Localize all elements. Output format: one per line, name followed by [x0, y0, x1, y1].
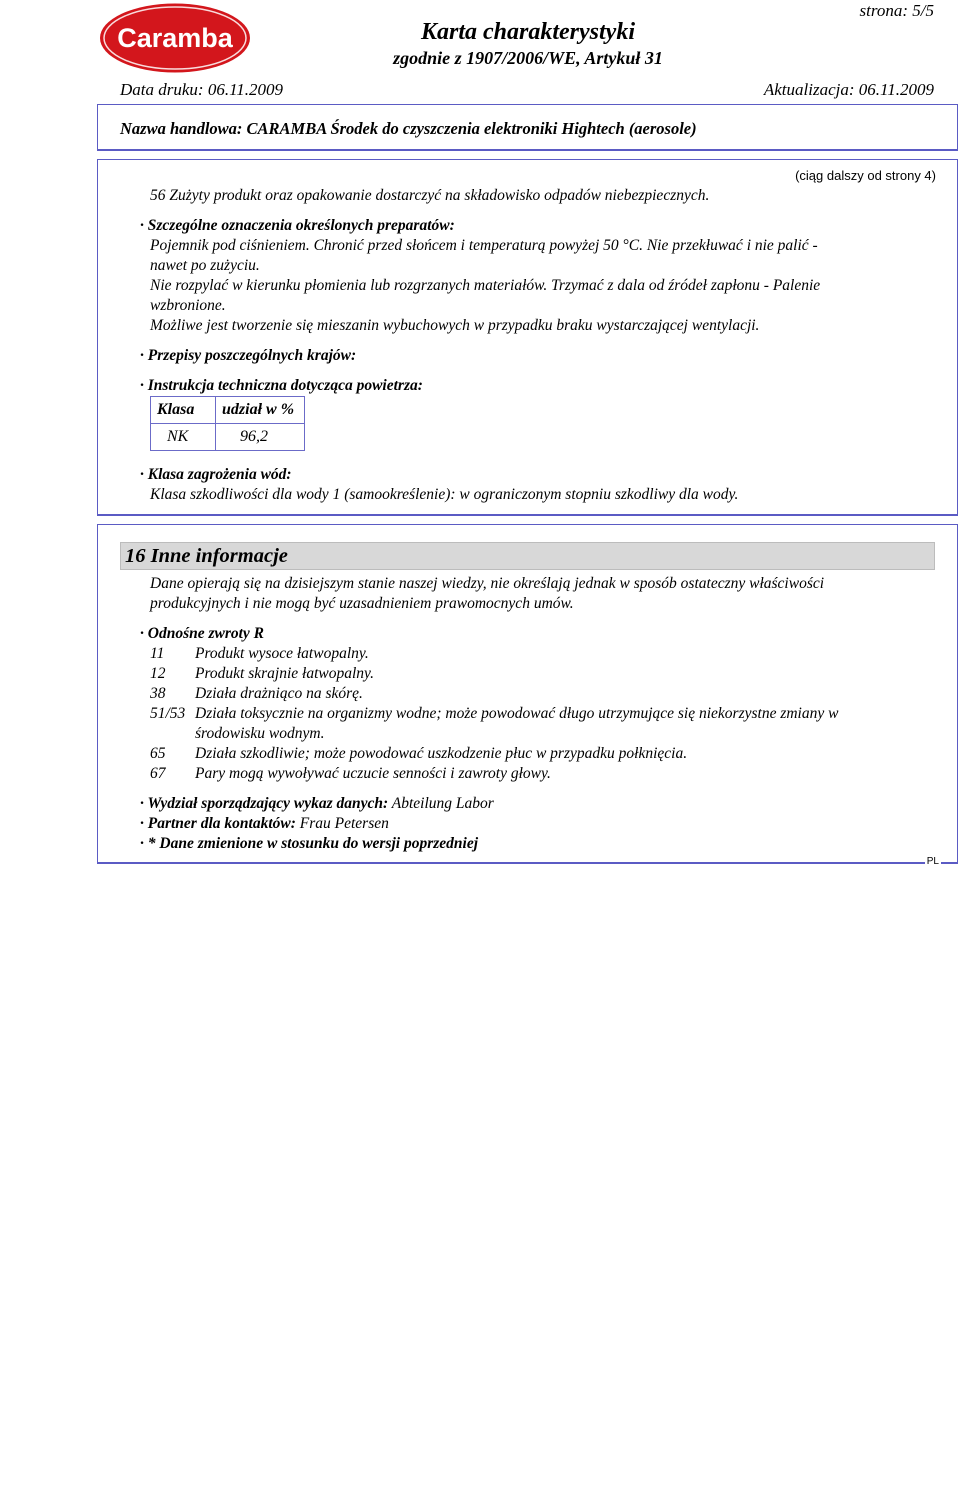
r-phrase-text: Pary mogą wywoływać uczucie senności i zawroty głowy.	[195, 765, 551, 782]
table-header-cell: udział w %	[216, 397, 305, 424]
department-value: Abteilung Labor	[388, 795, 494, 812]
r-phrase-code: 65	[150, 745, 166, 762]
intro-line: Dane opierają się na dzisiejszym stanie naszej wiedzy, nie określają jednak w sposób ostateczny właściwości	[150, 575, 825, 592]
table-header-cell: Klasa	[151, 397, 216, 424]
page-number: strona: 5/5	[859, 1, 934, 20]
caramba-logo	[99, 2, 252, 74]
r-phrase-text-continued: środowisku wodnym.	[195, 725, 325, 742]
table-row	[151, 424, 305, 451]
table-cell: NK	[151, 424, 216, 451]
special-labels-line: Pojemnik pod ciśnieniem. Chronić przed słońcem i temperaturą powyżej 50 °C. Nie przekłuwać i nie palić -	[150, 237, 818, 254]
language-tag: PL	[926, 856, 939, 867]
air-instruction-heading: · Instrukcja techniczna dotycząca powietrza:	[140, 377, 423, 394]
water-hazard-heading: · Klasa zagrożenia wód:	[140, 466, 292, 483]
special-labels-line: Nie rozpylać w kierunku płomienia lub rozgrzanych materiałów. Trzymać z dala od źródeł zapłonu - Palenie	[150, 277, 821, 294]
intro-line: produkcyjnych i nie mogą być uzasadnieniem prawomocnych umów.	[150, 595, 574, 612]
r-phrase-text: Działa szkodliwie; może powodować uszkodzenie płuc w przypadku połknięcia.	[195, 745, 688, 762]
r-phrase-text: Produkt wysoce łatwopalny.	[195, 645, 369, 662]
update-date: Aktualizacja: 06.11.2009	[763, 80, 934, 99]
contact-label: · Partner dla kontaktów:	[140, 815, 296, 832]
r-phrase-code: 67	[150, 765, 166, 782]
r-phrase-code: 11	[150, 645, 165, 662]
r-phrase-text: Produkt skrajnie łatwopalny.	[195, 665, 374, 682]
disposal-line: 56 Zużyty produkt oraz opakowanie dostarczyć na składowisko odpadów niebezpiecznych.	[150, 187, 710, 204]
r-phrases-heading: · Odnośne zwroty R	[140, 625, 265, 642]
print-date: Data druku: 06.11.2009	[120, 80, 284, 99]
continuation-note: (ciąg dalszy od strony 4)	[795, 168, 936, 183]
r-phrase-code: 12	[150, 665, 166, 682]
r-phrase-text: Działa toksycznie na organizmy wodne; może powodować długo utrzymujące się niekorzystne zmiany w	[195, 705, 839, 722]
department-line	[140, 794, 494, 814]
section-15-box	[97, 159, 958, 516]
contact-line	[140, 814, 389, 834]
section-16-title: 16 Inne informacje	[125, 545, 288, 567]
national-regulations-heading: · Przepisy poszczególnych krajów:	[140, 347, 357, 364]
special-labels-heading: · Szczególne oznaczenia określonych preparatów:	[140, 217, 455, 234]
contact-value: Frau Petersen	[295, 815, 389, 832]
document-title: Karta charakterystyki	[421, 19, 635, 45]
r-phrase-code: 38	[150, 685, 166, 702]
trade-name: Nazwa handlowa: CARAMBA Środek do czyszczenia elektroniki Hightech (aerosole)	[120, 119, 697, 138]
r-phrase-text: Działa drażniąco na skórę.	[195, 685, 363, 702]
special-labels-line: nawet po zużyciu.	[150, 257, 260, 274]
r-phrase-code: 51/53	[150, 705, 186, 722]
water-hazard-text: Klasa szkodliwości dla wody 1 (samookreślenie): w ograniczonym stopniu szkodliwy dla wody.	[150, 486, 739, 503]
special-labels-line: Możliwe jest tworzenie się mieszanin wybuchowych w przypadku braku wystarczającej wentylacji.	[150, 317, 760, 334]
department-label: · Wydział sporządzający wykaz danych:	[140, 795, 389, 812]
air-class-table	[150, 396, 305, 451]
logo-text: Caramba	[117, 23, 233, 53]
table-cell: 96,2	[216, 424, 305, 451]
table-header-row	[151, 397, 305, 424]
changes-note: · * Dane zmienione w stosunku do wersji poprzedniej	[140, 835, 479, 852]
document-subtitle: zgodnie z 1907/2006/WE, Artykuł 31	[393, 48, 663, 68]
special-labels-line: wzbronione.	[150, 297, 226, 314]
